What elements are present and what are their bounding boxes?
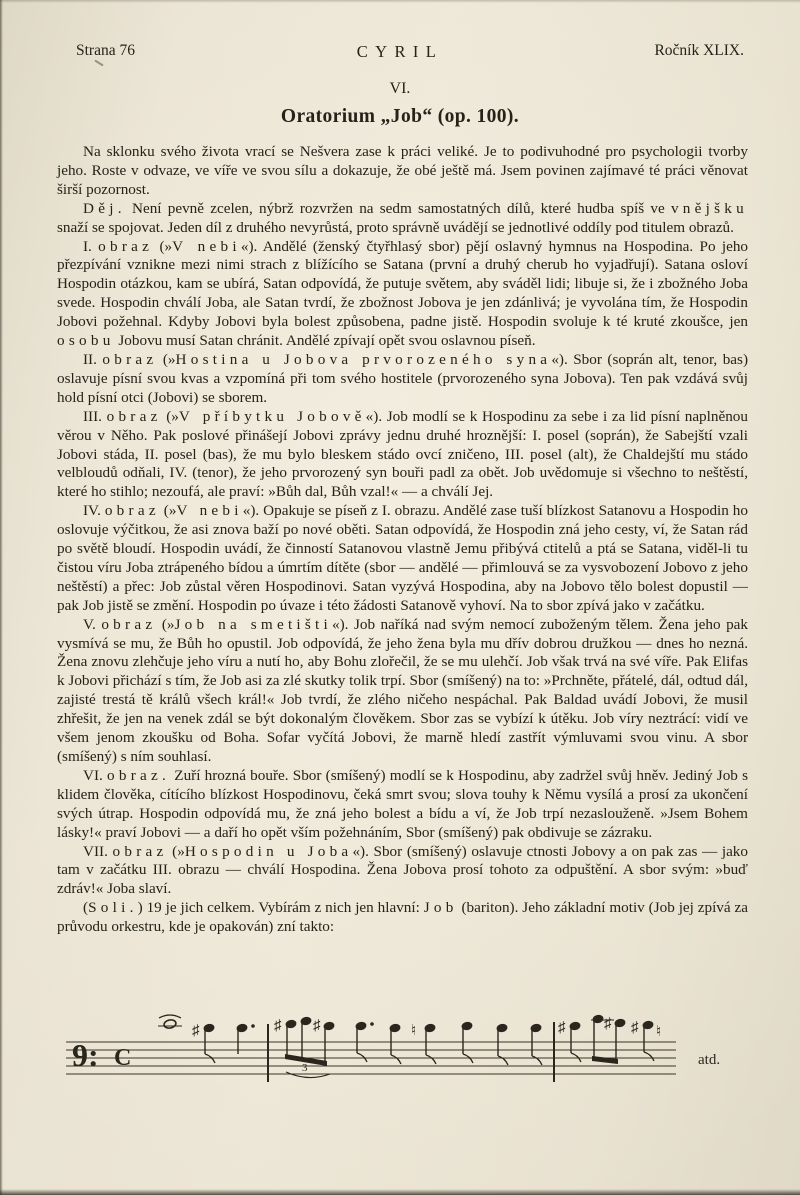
body-text: IV. [83,502,105,520]
body-text: (bariton). Jeho základní motiv (Job jej zpívá za průvodu orkestru, kde je opakován) zní takto: [57,899,749,936]
letterspaced-text: Job [423,899,458,917]
sharp-icon: ♯ [558,1020,566,1036]
paragraph [57,767,748,843]
paragraph [57,408,748,503]
body-text: VI. [83,766,108,784]
volume-label: Ročník XLIX. [654,42,744,59]
music-staff [58,1008,758,1103]
body-text: «). Job naříká nad svým nemocí zuboženým tělem. Žena jeho pak vysmívá se mu, že Bůh ho opustil. Job odpovídá, že jeho žena byla mu dřív dobrou družkou — dnes ho nezná. Žena znovu zlehčuje jeho víru a nutí ho, aby Bohu zlořečil, že se mu ulehčí. Job však trvá na své víře. Pak Elifas k Jobovi přichází s tím, že Job asi za zlé skutky tolik trpí. Sbor (smíšený) na to: »Prchněte, přátelé, dál, odtud dál, zajisté trestá tě králů všech král!« Job tvrdí, že zlého ničeho nespáchal. Pak Baldad uvádí Jobovi, že musil zhřešit, že jen na venek zdál se být dokonalým člověkem. Sbor zas se vybízí k útěku. Job víry neztrácí: vidí ve všem jenom zkoušku od Boha. Sofar vyčítá Jobovi, že marně hledí zastřít výmluvami svou vinu. A sbor (smíšený) s ním souhlasí. [57,615,749,765]
body-text: «). Opakuje se píseň z I. obrazu. Andělé zase tuší blízkost Satanovu a Hospodin ho oslovuje výčitkou, že asi znova baží po nové oběti. Satan odpovídá, že Hospodin zná jeho cesty, ví, že Satan rád po světě bloudí. Hospodin uvádí, že činností Satanovou vlastně Jemu přibývá ctitelů a ptá se Satana, viděl-li tu čistou víru Joba ztrápeného bídou a úmrtím dítěte (sbor — andělé — přimlouvá se za vysvobození Jobovo z jeho neštěstí) a přec: Job zůstal věren Hospodinovi. Satan vyzývá Hospodina, aby na Jobovo tělo bolest dopustil — pak Job jistě se změní. Hospodin po úvaze i této žádosti Satanově vyhoví. Na to sbor zpívá jako v začátku. [57,502,748,614]
triplet-number: 3 [302,1062,308,1074]
letterspaced-text: Hospodin u Joba [184,842,353,860]
letterspaced-text: vnějšku [670,199,748,217]
letterspaced-text: obraz [102,350,158,368]
music-notation [58,1008,758,1103]
sharp-icon: ♯ [604,1016,612,1032]
body-text: «). Sbor (soprán alt, tenor, bas) oslavuje písní svou kvas a vzpomíná při tom svého hostitele (prvorozeného syna Jobova). Ten pak vzdává svůj hold písní otci (Jobovi) se sborem. [57,350,749,406]
note-group-4 [558,1014,661,1064]
letterspaced-text: obraz [98,237,154,255]
running-head [0,42,800,64]
natural-icon: ♮ [656,1024,662,1040]
letterspaced-text: V nebi [176,502,243,520]
paragraph [57,843,748,900]
body-text: (» [156,615,175,633]
staff-lines [66,1042,676,1074]
letterspaced-text: Hostina u Jobova prvorozeného syna [175,350,552,368]
journal-title: CYRIL [356,42,444,61]
letterspaced-text: obraz [106,407,162,425]
paragraph [57,351,748,408]
letterspaced-text: obraz [101,615,157,633]
body-text: (» [161,407,179,425]
body-text: Není pevně zcelen, nýbrž rozvržen na sedm samostatných dílů, které hudba spíš ve [125,199,671,217]
scan-edge-top [0,0,800,3]
letterspaced-text: osobu [57,332,115,350]
letterspaced-text: Job na smetišti [174,615,333,633]
sharp-icon: ♯ [313,1018,321,1034]
paragraph [57,238,748,351]
letterspaced-text: Děj. [83,199,126,217]
article-body [57,143,748,937]
letterspaced-text: Soli. [88,899,138,917]
letterspaced-text: V nebi [172,237,241,255]
paragraph [57,143,748,200]
letterspaced-text: obraz [112,842,168,860]
common-time-icon: C [114,1045,132,1071]
body-text: Na sklonku svého života vrací se Nešvera zase k práci veliké. Je to podivuhodné pro psychologii tvorby jeho. Roste v odvaze, ve víře ve svou sílu a dokazuje, že obé ještě má. Jsem povinen zajímavé té práci věnovat širší pozornost. [57,143,748,198]
body-text: VII. [83,842,113,860]
note-group-1 [158,1015,255,1063]
paragraph [57,899,748,937]
body-text: (» [159,502,177,520]
sharp-icon: ♯ [192,1023,200,1039]
sharp-icon: ♯ [631,1020,639,1036]
body-text: «). Andělé (ženský čtyřhlasý sbor) pějí oslavný hymnus na Hospodina. Po jeho přezpívání vznikne mezi nimi strach z blížícího se Satana (první a druhý cherub ho vyjadřují). Satana osloví Hospodin otázkou, kam se ubírá, Satan odpovídá, že putuje světem, aby sváděl lidi; libuje si, že i zbožného Joba svede. Hospodin chválí Joba, ale Satan tvrdí, že zbožnost Jobova je jen zdánlivá; je vyvolána tím, že Hospodin Jobovi požehnal. Kdyby Jobovi byla bolest způsobena, padne jistě. Hospodin svoluje k té kruté zkoušce, jen [57,237,749,331]
body-text: «). Job modlí se k Hospodinu za sebe i za lid písní naplněnou věrou v Něho. Pak poslové přinášejí Jobovi zprávy jednu druhé hroznější: I. posel (soprán), že Sabejští vzali Jobovi stáda, II. posel (bas), že mu bylo bleskem stádo ovcí zničeno, III. posel (alt), že Chaldejští mu stádo velbloudů odňali, IV. (tenor), že jeho prvorozený syn bouři padl za obět. Job uvědomuje si všechno to neštěstí, které ho stihlo; nezoufá, ale praví: »Bůh dal, Bůh vzal!« — a chválí Jej. [57,407,748,501]
body-text: (» [153,237,173,255]
letterspaced-text: obraz. [107,766,171,784]
page-number-label: Strana 76 [76,42,135,59]
body-text: Jobovu musí Satan chránit. Andělé zpívají opět svou oslavnou píseň. [114,332,536,350]
body-text: «). Sbor (smíšený) oslavuje ctnosti Jobovy a on pak zas — jako tam v začátku III. obrazu — chválí Hospodina. Žena Jobova prosí tohoto za odpuštění. A sbor svým: »buď zdráv!« Joba slaví. [57,842,748,898]
paragraph [57,502,748,615]
paragraph [57,200,748,238]
letterspaced-text: obraz [104,502,160,520]
scan-edge-bottom [0,1189,800,1195]
letterspaced-text: V příbytku Jobově [178,407,366,425]
etc-label: atd. [698,1052,721,1068]
scan-edge-left [0,0,3,1195]
body-text: ) 19 je jich celkem. Vybírám z nich jen hlavní: [137,899,424,917]
body-text: snaží se spojovat. Jeden díl z druhého nevyrůstá, proto správně uvádějí se jednotlivé oddíly pod titulem obrazů. [57,218,734,236]
bass-clef-icon: 9: [72,1037,99,1073]
sharp-icon: ♯ [274,1018,282,1034]
body-text: (» [157,350,176,368]
body-text: II. [83,350,103,368]
body-text: ( [83,899,89,917]
natural-icon: ♮ [411,1023,417,1039]
paragraph [57,616,748,767]
body-text: I. [83,237,99,255]
body-text: (» [167,842,185,860]
body-text: III. [83,407,107,425]
body-text: V. [83,615,102,633]
article-title: Oratorium „Job“ (op. 100). [280,106,520,127]
body-text: Zuří hrozná bouře. Sbor (smíšený) modlí se k Hospodinu, aby zadržel svůj hněv. Jediný Job s klidem člověka, cítícího blízkost Hospodinovu, čeká smrt svou; slova touhy k Němu vysílá a prosí za ukončení svých útrap. Hospodin odpovídá mu, že zná jeho bolest a bídu a ví, že Job trpí nezaslouženě. »Jsem Bohem lásky!« praví Jobovi — a daří ho opět vším požehnáním, Sbor (smíšený) pak obdivuje se zázraku. [57,766,748,841]
note-group-2-triplet [274,1016,335,1077]
section-number: VI. [389,80,411,97]
